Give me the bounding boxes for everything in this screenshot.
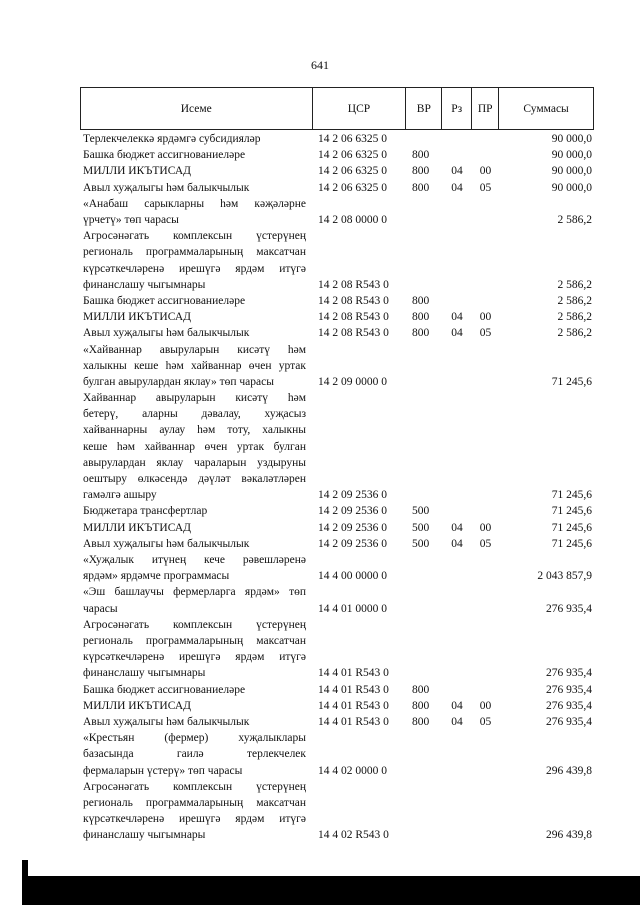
row-name-line: финанслашу чыгымнары [83,278,206,291]
row-sum: 90 000,0 [551,181,592,194]
row-name-line: «Эш башлаучы фермерларга ярдәм» төп [83,586,306,599]
row-name [80,342,312,391]
row-name [80,730,312,779]
row-pr: 05 [479,327,492,340]
row-csr: 14 2 09 0000 0 [318,375,387,388]
row-vr: 500 [412,537,430,550]
row-name-line: Агросәнәгать комплексын үстерүнең [83,618,306,631]
row-csr: 14 2 09 2536 0 [318,521,387,534]
table-row [80,163,594,179]
row-sum: 2 586,2 [557,294,592,307]
row-name [80,325,312,341]
row-pr: 00 [479,311,492,324]
row-name-line: Хайваннар авыруларын кисәтү һәм [83,392,306,405]
row-csr: 14 2 08 R543 0 [318,294,389,307]
row-vr: 800 [412,715,430,728]
row-name-line: Башка бюджет ассигнованиеләре [83,149,246,162]
row-name-line: бетерү, аларны дәвалау, хуҗасыз [83,408,306,421]
row-csr: 14 4 01 R543 0 [318,699,389,712]
table-row [80,682,594,698]
row-rz: 04 [451,699,463,712]
row-sum: 90 000,0 [551,133,592,145]
row-name [80,520,312,536]
row-sum: 71 245,6 [551,521,592,534]
row-name-line: ярдәм» ярдәмче программасы [83,570,230,583]
row-sum: 276 935,4 [546,683,592,696]
row-name-line: МИЛЛИ ИКЪТИСАД [83,699,191,712]
row-name [80,682,312,698]
row-name [80,536,312,552]
scan-bottom-bar [25,876,640,905]
row-vr: 500 [412,521,430,534]
table-header [80,87,594,130]
row-csr: 14 4 01 R543 0 [318,683,389,696]
row-sum: 296 439,8 [546,764,592,777]
row-name-line: региональ программаларының максатчан [83,246,306,259]
table-row [80,309,594,325]
table-row [80,228,594,293]
row-sum: 296 439,8 [546,829,592,842]
row-pr: 00 [479,699,492,712]
row-vr: 800 [412,699,430,712]
row-sum: 2 586,2 [557,278,592,291]
row-vr: 800 [412,294,430,307]
row-name [80,293,312,309]
row-pr: 00 [479,165,492,178]
row-rz: 04 [451,327,463,340]
row-name-line: оештыру өлкәсендә дәүләт вәкаләтләрен [83,473,306,486]
row-csr: 14 2 06 6325 0 [318,181,387,194]
row-vr: 800 [412,311,430,324]
row-name-line: Авыл хуҗалыгы һәм балыкчылык [83,715,250,728]
row-name-line: МИЛЛИ ИКЪТИСАД [83,165,191,178]
row-name [80,228,312,293]
row-csr: 14 2 08 R543 0 [318,327,389,340]
table-row [80,779,594,844]
row-csr: 14 2 08 R543 0 [318,278,389,291]
table-row [80,584,594,616]
row-vr: 800 [412,327,430,340]
table-row [80,131,594,147]
row-name-line: Башка бюджет ассигнованиеләре [83,294,246,307]
table-row [80,730,594,779]
row-csr: 14 4 00 0000 0 [318,570,387,583]
row-sum: 71 245,6 [551,489,592,502]
row-vr: 800 [412,165,430,178]
row-name-line: булган авырулардан яклау» төп чарасы [83,375,274,388]
row-name-line: «Хайваннар авыруларын кисәтү һәм [83,343,306,356]
row-pr: 05 [479,181,492,194]
row-name-line: күрсәткечләренә ирешүгә ярдәм итүгә [83,262,306,275]
budget-table [80,87,594,843]
row-rz: 04 [451,181,463,194]
header-vr: ВР [406,88,442,129]
row-csr: 14 2 08 0000 0 [318,213,387,226]
table-row [80,617,594,682]
row-name [80,779,312,844]
row-rz: 04 [451,521,463,534]
row-name-line: авырулардан яклау чараларын уздыруны [83,456,306,469]
row-name-line: кеше һәм хайваннар өчен уртак булган [83,440,306,453]
row-name-line: күрсәткечләренә ирешүгә ярдәм итүгә [83,813,306,826]
row-sum: 2 043 857,9 [537,570,592,583]
row-name-line: Авыл хуҗалыгы һәм балыкчылык [83,537,250,550]
table-row [80,536,594,552]
row-name [80,390,312,503]
row-name-line: МИЛЛИ ИКЪТИСАД [83,521,191,534]
header-csr: ЦСР [313,88,407,129]
row-sum: 276 935,4 [546,667,592,680]
row-csr: 14 2 06 6325 0 [318,133,387,145]
row-csr: 14 4 01 R543 0 [318,667,389,680]
row-sum: 2 586,2 [557,327,592,340]
row-name-line: «Хуҗалык итүнең кече рәвешләренә [83,554,306,567]
row-name-line: базасында гаилә терлекчелек [83,748,306,761]
row-name-line: хайваннарны аулау һәм тоту, халыкны [83,424,306,437]
row-sum: 71 245,6 [551,537,592,550]
row-name-line: Башка бюджет ассигнованиеләре [83,683,246,696]
row-name [80,180,312,196]
row-csr: 14 2 06 6325 0 [318,149,387,162]
row-name-line: региональ программаларының максатчан [83,796,306,809]
row-name-line: үрчетү» төп чарасы [83,214,179,226]
row-name-line: Агросәнәгать комплексын үстерүнең [83,780,306,793]
header-pr: ПР [472,88,499,129]
row-vr: 800 [412,149,430,162]
table-row [80,503,594,519]
row-name-line: күрсәткечләренә ирешүгә ярдәм итүгә [83,651,306,664]
row-sum: 2 586,2 [557,213,592,226]
row-csr: 14 4 02 0000 0 [318,764,387,777]
row-rz: 04 [451,537,463,550]
row-sum: 2 586,2 [557,311,592,324]
row-name-line: МИЛЛИ ИКЪТИСАД [83,311,191,324]
row-vr: 800 [412,683,430,696]
row-name-line: гамәлгә ашыру [83,489,157,502]
row-name-line: Бюджетара трансфертлар [83,505,208,518]
row-name-line: Авыл хуҗалыгы һәм балыкчылык [83,327,250,340]
row-name-line: Терлекчелеккә ярдәмгә субсидияләр [83,133,261,146]
row-name [80,196,312,228]
row-name [80,503,312,519]
row-sum: 90 000,0 [551,149,592,162]
table-row [80,196,594,228]
row-csr: 14 2 09 2536 0 [318,537,387,550]
row-name [80,163,312,179]
table-row [80,342,594,391]
header-sum: Суммасы [499,88,594,129]
row-name [80,584,312,616]
table-body [80,131,594,843]
row-name [80,309,312,325]
row-rz: 04 [451,311,463,324]
row-rz: 04 [451,715,463,728]
row-name [80,698,312,714]
row-pr: 00 [479,521,492,534]
table-row [80,390,594,503]
row-csr: 14 2 09 2536 0 [318,505,387,518]
row-vr: 500 [412,505,430,518]
row-name [80,714,312,730]
row-csr: 14 4 02 R543 0 [318,829,389,842]
row-name [80,617,312,682]
row-csr: 14 2 08 R543 0 [318,311,389,324]
row-pr: 05 [479,537,492,550]
row-sum: 71 245,6 [551,505,592,518]
row-name-line: финанслашу чыгымнары [83,829,206,842]
row-sum: 276 935,4 [546,602,592,615]
row-name-line: финанслашу чыгымнары [83,667,206,680]
row-csr: 14 2 06 6325 0 [318,165,387,178]
table-row [80,520,594,536]
row-name-line: фермаларын үстерү» төп чарасы [83,764,243,777]
row-name-line: чарасы [83,602,118,615]
row-csr: 14 4 01 0000 0 [318,602,387,615]
table-row [80,325,594,341]
row-pr: 05 [479,715,492,728]
row-name-line: «Анабаш сарыкларны һәм кәҗәләрне [83,197,306,210]
table-row [80,147,594,163]
row-sum: 90 000,0 [551,165,592,178]
row-name-line: халыкны кеше һәм хайваннар өчен уртак [83,359,306,372]
table-row [80,714,594,730]
row-name-line: «Крестьян (фермер) хуҗалыклары [83,732,306,745]
row-name-line: Авыл хуҗалыгы һәм балыкчылык [83,181,250,194]
row-rz: 04 [451,165,463,178]
row-name [80,131,312,147]
row-vr: 800 [412,181,430,194]
page-number: 641 [311,58,329,72]
header-rz: Рз [442,88,472,129]
header-name: Исеме [81,88,313,129]
table-row [80,180,594,196]
table-row [80,293,594,309]
row-name [80,147,312,163]
row-name-line: Агросәнәгать комплексын үстерүнең [83,230,306,243]
row-name [80,552,312,584]
table-row [80,698,594,714]
row-name-line: региональ программаларының максатчан [83,634,306,647]
row-csr: 14 2 09 2536 0 [318,489,387,502]
row-csr: 14 4 01 R543 0 [318,715,389,728]
row-sum: 276 935,4 [546,699,592,712]
row-sum: 276 935,4 [546,715,592,728]
table-row [80,552,594,584]
row-sum: 71 245,6 [551,375,592,388]
